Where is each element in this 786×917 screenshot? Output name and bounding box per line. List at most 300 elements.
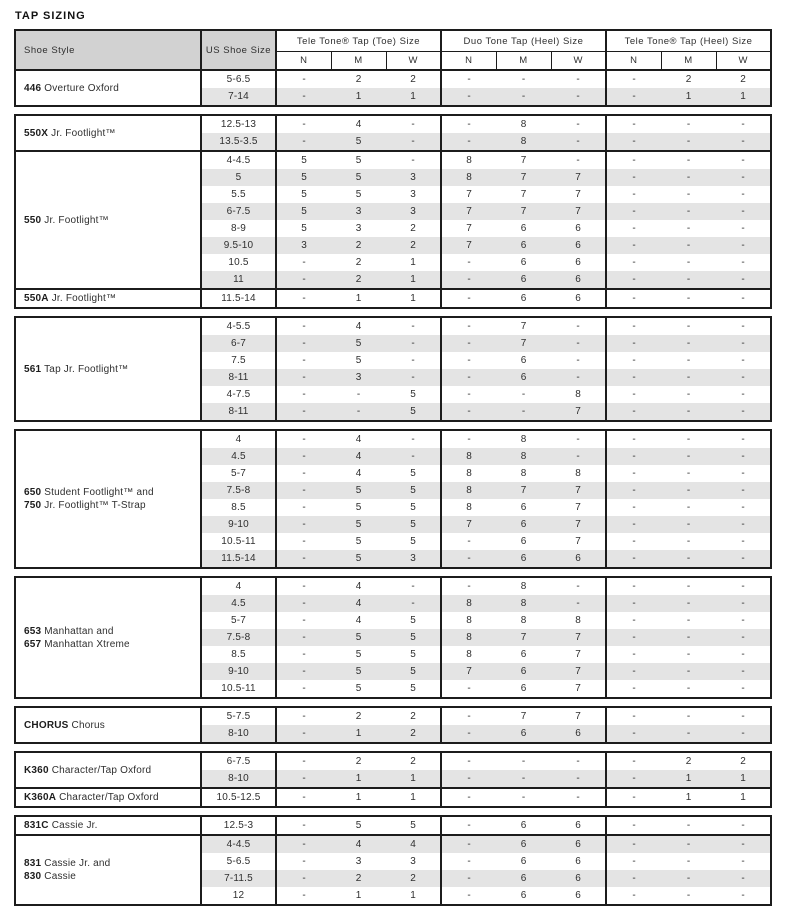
us-size-cell: 4 — [201, 577, 276, 595]
tap-size-value: - — [606, 516, 661, 533]
tap-size-value: 7 — [551, 203, 606, 220]
tap-size-value: - — [661, 870, 716, 887]
tap-size-value: - — [686, 321, 691, 332]
shoe-style-label — [24, 625, 198, 638]
tap-size-value: - — [606, 271, 661, 289]
tap-size-value: 7 — [551, 516, 606, 533]
tap-size-value: - — [661, 629, 716, 646]
tap-size-value: - — [467, 581, 471, 592]
tap-size-value: 2 — [355, 257, 362, 268]
tap-size-value: - — [441, 788, 496, 807]
tap-size-value: 8 — [441, 595, 496, 612]
tap-size-value: - — [521, 74, 526, 85]
tap-size-value: 4 — [355, 434, 362, 445]
tap-size-value: 3 — [386, 550, 441, 568]
tap-size-value: - — [302, 856, 306, 867]
us-size-cell: 6-7.5 — [201, 203, 276, 220]
tap-size-value: - — [551, 595, 606, 612]
tap-size-value: 7 — [496, 151, 551, 169]
tap-size-value: - — [686, 820, 691, 831]
us-size-cell: 4.5 — [201, 595, 276, 612]
tap-size-value: - — [386, 430, 441, 448]
tap-size-value: - — [276, 133, 331, 151]
tap-size-value: - — [741, 257, 745, 268]
us-size-cell: 7.5-8 — [201, 629, 276, 646]
shoe-style-label — [24, 214, 198, 227]
model-number: 550A — [24, 293, 49, 304]
tap-size-value: 3 — [355, 223, 362, 234]
tap-size-value: - — [632, 74, 636, 85]
tap-size-value: 1 — [386, 770, 441, 788]
tap-size-value: 8 — [466, 649, 472, 660]
tap-size-value: - — [661, 595, 716, 612]
tap-size-value: - — [716, 169, 771, 186]
tap-size-value: - — [467, 856, 471, 867]
tap-size-value: - — [632, 615, 636, 626]
tap-size-value: 8 — [441, 629, 496, 646]
tap-size-value: - — [356, 389, 361, 400]
tap-size-value: - — [551, 317, 606, 335]
us-size-cell: 12.5-13 — [201, 115, 276, 133]
tap-size-value: - — [686, 119, 691, 130]
tap-size-value: - — [302, 711, 306, 722]
tap-size-value: - — [606, 88, 661, 106]
tap-size-value: - — [661, 237, 716, 254]
tap-size-value: - — [632, 119, 636, 130]
tap-size-value: 5 — [355, 820, 362, 831]
tap-size-value: 7 — [551, 403, 606, 421]
tap-size-value: - — [551, 369, 606, 386]
us-size-cell: 11.5-14 — [201, 550, 276, 568]
tap-size-value: 2 — [386, 752, 441, 770]
us-size-cell: 7-11.5 — [201, 870, 276, 887]
tap-size-value: - — [276, 595, 331, 612]
tap-size-value: - — [302, 536, 306, 547]
model-number: 750 — [24, 500, 42, 511]
model-name: Jr. Footlight™ T-Strap — [44, 500, 146, 511]
tap-size-value: 5 — [386, 465, 441, 482]
tap-size-value: 1 — [386, 271, 441, 289]
tap-size-value: - — [467, 536, 471, 547]
tap-size-value: 8 — [441, 448, 496, 465]
tap-size-value: 7 — [551, 499, 606, 516]
tap-size-value: 5 — [331, 151, 386, 169]
shoe-style-label — [24, 638, 198, 651]
tap-size-value: - — [386, 317, 441, 335]
model-name: Overture Oxford — [44, 82, 119, 94]
tap-size-value: - — [632, 536, 636, 547]
us-size-cell: 6-7.5 — [201, 752, 276, 770]
tap-size-value: - — [606, 369, 661, 386]
tap-size-value: - — [441, 550, 496, 568]
sizing-table-block — [14, 29, 772, 107]
tap-size-value: - — [276, 516, 331, 533]
tap-size-value: - — [632, 820, 636, 831]
width-header: N — [606, 52, 661, 71]
us-size-cell: 4.5 — [201, 448, 276, 465]
us-size-cell: 5-7 — [201, 612, 276, 629]
tap-size-value: 7 — [520, 189, 527, 200]
tap-size-value: - — [716, 870, 771, 887]
tap-size-value: - — [741, 890, 745, 901]
tap-size-value: - — [551, 88, 606, 106]
tap-sizing-table — [14, 29, 772, 906]
model-name: Cassie — [44, 871, 77, 882]
tap-size-value: 6 — [551, 220, 606, 237]
tap-size-value: - — [661, 516, 716, 533]
tap-size-value: - — [606, 403, 661, 421]
tap-size-value: - — [741, 223, 745, 234]
shoe-style-cell — [15, 577, 201, 698]
us-size-cell: 8-10 — [201, 725, 276, 743]
tap-size-value: - — [632, 581, 636, 592]
tap-size-value: - — [632, 189, 636, 200]
tap-size-value: - — [302, 820, 306, 831]
tap-size-value: 3 — [386, 203, 441, 220]
tap-size-value: - — [606, 448, 661, 465]
tap-size-value: - — [276, 870, 331, 887]
us-size-cell: 5 — [201, 169, 276, 186]
tap-size-value: - — [496, 788, 551, 807]
tap-size-value: - — [686, 615, 691, 626]
tap-size-value: 2 — [355, 756, 362, 767]
tap-size-value: - — [467, 434, 471, 445]
tap-size-value: - — [661, 725, 716, 743]
tap-size-value: - — [716, 335, 771, 352]
shoe-style-cell — [15, 835, 201, 905]
tap-size-value: - — [441, 289, 496, 308]
table-row — [15, 289, 771, 308]
us-size-cell: 7.5-8 — [201, 482, 276, 499]
tap-size-value: - — [441, 870, 496, 887]
tap-size-value: 3 — [386, 186, 441, 203]
tap-size-value: 3 — [276, 237, 331, 254]
tap-size-value: 5 — [355, 683, 362, 694]
us-size-cell: 9.5-10 — [201, 237, 276, 254]
tap-size-value: 5 — [331, 629, 386, 646]
tap-size-value: 6 — [551, 835, 606, 853]
tap-size-value: 4 — [355, 468, 362, 479]
tap-size-value: - — [632, 355, 636, 366]
group-header: Tele Tone® Tap (Heel) Size — [606, 30, 771, 52]
tap-size-value: 6 — [496, 663, 551, 680]
us-size-cell: 7-14 — [201, 88, 276, 106]
tap-size-value: 7 — [496, 169, 551, 186]
tap-size-value: - — [276, 550, 331, 568]
tap-size-value: 4 — [331, 448, 386, 465]
tap-size-value: - — [551, 770, 606, 788]
tap-size-value: - — [632, 389, 636, 400]
table-row — [15, 151, 771, 169]
tap-size-value: - — [741, 856, 745, 867]
sizing-table-block — [14, 815, 772, 906]
tap-size-value: - — [661, 369, 716, 386]
tap-size-value: 7 — [551, 646, 606, 663]
tap-size-value: 1 — [331, 770, 386, 788]
tap-size-value: - — [302, 890, 306, 901]
tap-size-value: 3 — [355, 856, 362, 867]
page-title: TAP SIZING — [15, 10, 86, 22]
tap-size-value: - — [686, 890, 691, 901]
tap-size-value: 7 — [520, 321, 527, 332]
shoe-style-cell — [15, 788, 201, 807]
tap-size-value: 8 — [466, 502, 472, 513]
table-row — [15, 707, 771, 725]
tap-size-value: 8 — [441, 151, 496, 169]
tap-size-value: 2 — [386, 870, 441, 887]
model-name: Manhattan Xtreme — [44, 638, 130, 650]
tap-size-value: - — [661, 289, 716, 308]
table-row — [15, 816, 771, 835]
shoe-style-label — [24, 857, 198, 870]
table-row — [15, 317, 771, 335]
tap-size-value: - — [467, 683, 471, 694]
tap-size-value: - — [606, 595, 661, 612]
tap-size-value: - — [551, 788, 606, 807]
tap-size-value: 7 — [441, 237, 496, 254]
us-size-cell: 4-7.5 — [201, 386, 276, 403]
header-row-groups — [15, 30, 771, 52]
tap-size-value: - — [716, 237, 771, 254]
tap-size-value: - — [632, 321, 636, 332]
width-header: W — [551, 52, 606, 71]
tap-size-value: - — [686, 355, 691, 366]
tap-size-value: 5 — [386, 663, 441, 680]
model-name: Jr. Footlight™ — [51, 127, 116, 139]
model-number: 446 — [24, 82, 42, 94]
shoe-style-label — [24, 363, 198, 376]
tap-size-value: - — [551, 577, 606, 595]
tap-size-value: 2 — [331, 271, 386, 289]
tap-size-value: - — [686, 189, 691, 200]
tap-size-value: - — [302, 683, 306, 694]
tap-size-value: - — [716, 369, 771, 386]
model-name: Cassie Jr. and — [44, 858, 111, 869]
us-size-cell: 8.5 — [201, 646, 276, 663]
tap-size-value: 6 — [496, 550, 551, 568]
tap-size-value: - — [551, 448, 606, 465]
tap-size-value: - — [276, 271, 331, 289]
tap-size-value: - — [686, 856, 691, 867]
tap-size-value: - — [741, 189, 745, 200]
tap-size-value: - — [661, 133, 716, 151]
us-size-cell: 5-7.5 — [201, 707, 276, 725]
tap-size-value: 5 — [386, 680, 441, 698]
shoe-style-cell — [15, 816, 201, 835]
tap-size-value: - — [276, 335, 331, 352]
tap-size-value: - — [276, 482, 331, 499]
tap-size-value: 2 — [331, 237, 386, 254]
tap-size-value: 2 — [386, 70, 441, 88]
tap-size-value: - — [606, 629, 661, 646]
shoe-style-cell — [15, 115, 201, 151]
tap-size-value: - — [386, 448, 441, 465]
model-number: K360 — [24, 764, 49, 776]
shoe-style-cell — [15, 752, 201, 788]
tap-size-value: 7 — [551, 663, 606, 680]
shoe-style-label — [24, 486, 198, 499]
tap-size-value: - — [632, 649, 636, 660]
tap-size-value: 8 — [496, 595, 551, 612]
tap-size-value: 8 — [520, 615, 527, 626]
tap-size-value: 6 — [551, 550, 606, 568]
model-number: 831 — [24, 858, 42, 869]
tap-size-value: - — [302, 119, 306, 130]
tap-size-value: - — [467, 389, 471, 400]
model-name: Manhattan and — [44, 625, 114, 637]
us-size-cell: 6-7 — [201, 335, 276, 352]
tap-size-value: - — [741, 649, 745, 660]
group-header: Duo Tone Tap (Heel) Size — [441, 30, 606, 52]
model-name: Student Footlight™ and — [44, 487, 154, 498]
tap-size-value: - — [632, 468, 636, 479]
tap-size-value: 7 — [551, 629, 606, 646]
tap-size-value: - — [741, 615, 745, 626]
tap-size-value: - — [606, 133, 661, 151]
us-size-cell: 12.5-3 — [201, 816, 276, 835]
shoe-style-label — [24, 127, 198, 140]
shoe-style-label — [24, 764, 198, 777]
tap-size-value: 8 — [496, 448, 551, 465]
tap-size-value: 5 — [386, 403, 441, 421]
tap-size-value: 5 — [386, 612, 441, 629]
shoe-style-cell — [15, 151, 201, 289]
tap-size-value: - — [441, 88, 496, 106]
tap-size-value: 5 — [331, 482, 386, 499]
tap-size-value: - — [606, 788, 661, 807]
tap-size-value: - — [741, 468, 745, 479]
tap-size-value: 4 — [331, 835, 386, 853]
tap-size-value: - — [741, 321, 745, 332]
us-size-cell: 5-6.5 — [201, 853, 276, 870]
tap-size-value: - — [302, 581, 306, 592]
shoe-style-label — [24, 499, 198, 512]
tap-size-value: 6 — [520, 820, 527, 831]
tap-size-value: 6 — [520, 856, 527, 867]
tap-size-value: - — [496, 770, 551, 788]
tap-size-value: 6 — [520, 223, 527, 234]
tap-size-value: - — [606, 870, 661, 887]
tap-size-value: - — [606, 770, 661, 788]
tap-size-value: - — [661, 335, 716, 352]
model-name: Chorus — [71, 719, 105, 731]
us-size-cell: 4-5.5 — [201, 317, 276, 335]
tap-size-value: - — [467, 74, 471, 85]
us-size-cell: 9-10 — [201, 516, 276, 533]
model-number: 550X — [24, 127, 49, 139]
tap-size-value: - — [632, 502, 636, 513]
shoe-style-label — [24, 791, 198, 804]
model-number: K360A — [24, 792, 57, 803]
tap-size-value: - — [441, 770, 496, 788]
tap-size-value: - — [551, 352, 606, 369]
us-size-cell: 5-7 — [201, 465, 276, 482]
us-size-cell: 4-4.5 — [201, 151, 276, 169]
width-header: N — [276, 52, 331, 71]
tap-size-value: - — [276, 88, 331, 106]
tap-size-value: - — [606, 335, 661, 352]
us-size-cell: 11 — [201, 271, 276, 289]
tap-size-value: 4 — [386, 835, 441, 853]
tap-size-value: - — [606, 151, 661, 169]
tap-size-value: - — [521, 756, 526, 767]
tap-size-value: 6 — [551, 887, 606, 905]
tap-size-value: 6 — [520, 502, 527, 513]
shoe-style-cell — [15, 70, 201, 106]
tap-size-value: 7 — [551, 707, 606, 725]
table-row — [15, 430, 771, 448]
tap-size-value: 2 — [740, 756, 746, 767]
tap-size-value: 7 — [441, 516, 496, 533]
us-size-cell: 7.5 — [201, 352, 276, 369]
tap-size-value: - — [467, 257, 471, 268]
tap-size-value: 5 — [331, 550, 386, 568]
shoe-style-label — [24, 82, 198, 95]
tap-size-value: 8 — [551, 465, 606, 482]
tap-size-value: 3 — [331, 369, 386, 386]
tap-size-value: - — [632, 890, 636, 901]
tap-size-value: 1 — [331, 289, 386, 308]
width-header: M — [331, 52, 386, 71]
tap-size-value: - — [632, 434, 636, 445]
tap-size-value: - — [606, 550, 661, 568]
tap-size-value: - — [661, 835, 716, 853]
tap-size-value: - — [467, 756, 471, 767]
tap-size-value: - — [686, 434, 691, 445]
tap-size-value: - — [551, 430, 606, 448]
tap-size-value: - — [716, 550, 771, 568]
tap-size-value: 7 — [520, 711, 527, 722]
us-size-cell: 8-9 — [201, 220, 276, 237]
tap-size-value: 1 — [355, 890, 362, 901]
model-name: Jr. Footlight™ — [51, 293, 117, 304]
tap-size-value: - — [496, 403, 551, 421]
tap-size-value: - — [661, 482, 716, 499]
tap-size-value: 1 — [661, 788, 716, 807]
tap-size-value: 8 — [520, 468, 527, 479]
tap-size-value: - — [276, 725, 331, 743]
tap-size-value: - — [386, 577, 441, 595]
tap-size-value: - — [276, 770, 331, 788]
sizing-table-block — [14, 576, 772, 699]
shoe-style-label — [24, 719, 198, 732]
tap-size-value: - — [716, 629, 771, 646]
tap-size-value: - — [441, 835, 496, 853]
model-number: 650 — [24, 487, 42, 498]
tap-size-value: 5 — [355, 536, 362, 547]
model-name: Character/Tap Oxford — [51, 764, 152, 776]
tap-size-value: - — [302, 389, 306, 400]
tap-size-value: 2 — [386, 725, 441, 743]
tap-size-value: 5 — [386, 482, 441, 499]
tap-size-value: 7 — [496, 203, 551, 220]
us-size-cell: 4 — [201, 430, 276, 448]
width-header: M — [496, 52, 551, 71]
tap-size-value: - — [606, 289, 661, 308]
us-size-cell: 4-4.5 — [201, 835, 276, 853]
table-row — [15, 752, 771, 770]
shoe-style-cell — [15, 707, 201, 743]
width-header: W — [716, 52, 771, 71]
tap-size-value: - — [686, 468, 691, 479]
tap-size-value: 1 — [331, 788, 386, 807]
table-row — [15, 115, 771, 133]
tap-size-value: 2 — [386, 220, 441, 237]
us-size-cell: 10.5 — [201, 254, 276, 271]
tap-size-value: - — [741, 711, 745, 722]
tap-size-value: - — [386, 115, 441, 133]
tap-size-value: - — [606, 169, 661, 186]
